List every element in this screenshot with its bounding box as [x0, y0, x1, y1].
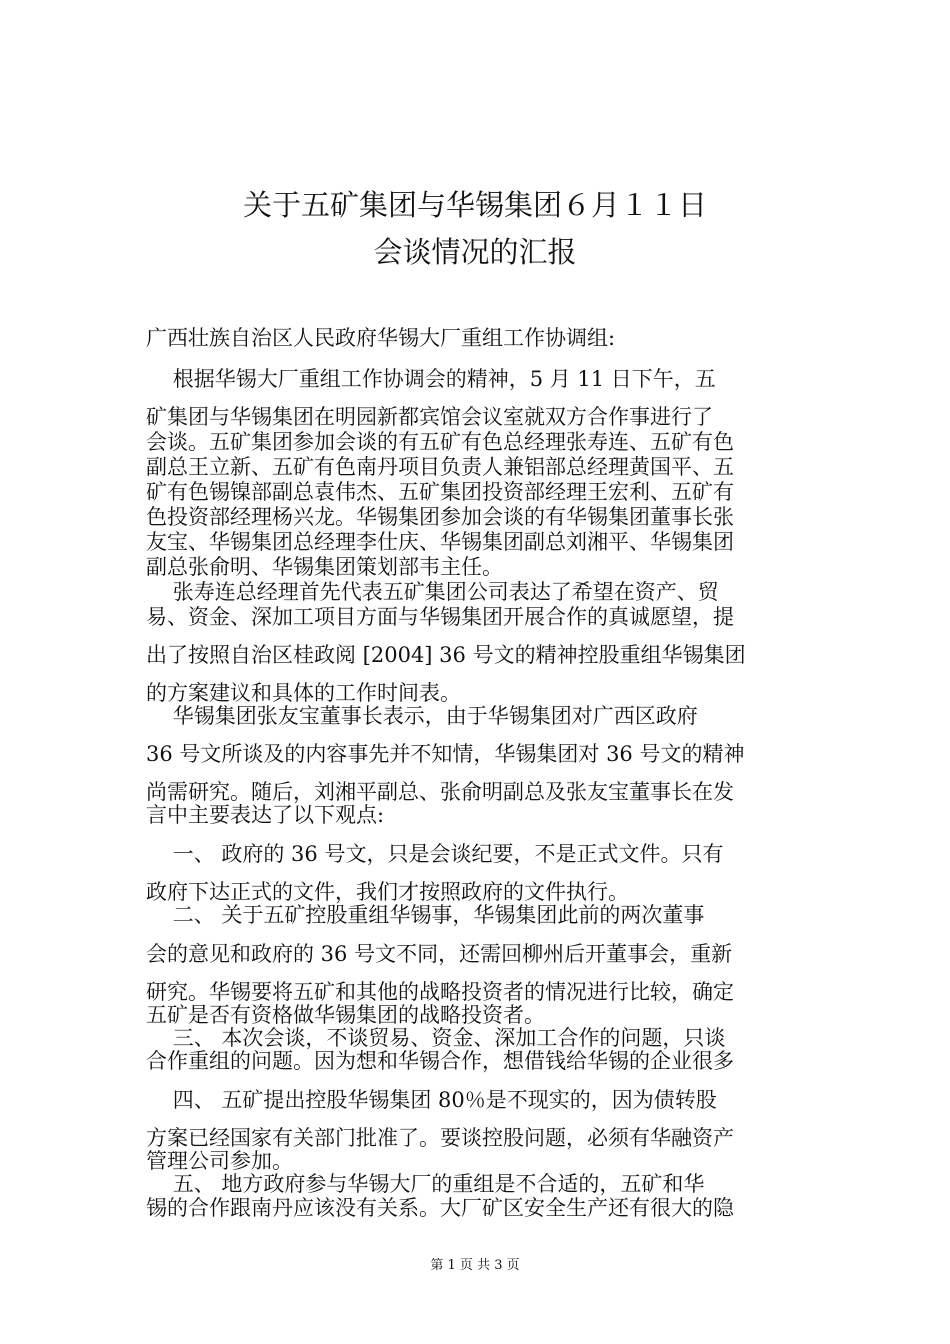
body-line: 矿集团与华锡集团在明园新都宾馆会议室就双方合作事进行了 [146, 405, 713, 429]
document-title-line-1: 关于五矿集团与华锡集团６月１１日 [242, 188, 707, 222]
body-line: 会谈。五矿集团参加会谈的有五矿有色总经理张寿连、五矿有色 [146, 430, 734, 454]
body-line: 二、 关于五矿控股重组华锡事，华锡集团此前的两次董事 [146, 903, 705, 927]
body-line: 会的意见和政府的 36 号文不同，还需回柳州后开董事会，重新 [146, 942, 733, 966]
body-line: 四、 五矿提出控股华锡集团 80％是不现实的，因为债转股 [146, 1088, 717, 1112]
body-line: 合作重组的问题。因为想和华锡合作，想借钱给华锡的企业很多 [146, 1049, 734, 1073]
document-title-line-2: 会谈情况的汇报 [373, 235, 577, 269]
body-line: 36 号文所谈及的内容事先并不知情，华锡集团对 36 号文的精神 [146, 742, 745, 766]
body-line: 尚需研究。随后，刘湘平副总、张俞明副总及张友宝董事长在发 [146, 780, 734, 804]
body-line: 政府下达正式的文件，我们才按照政府的文件执行。 [146, 880, 629, 904]
body-line: 出了按照自治区桂政阅 [2004] 36 号文的精神控股重组华锡集团 [146, 643, 746, 667]
body-line: 言中主要表达了以下观点: [146, 803, 385, 827]
body-line: 一、 政府的 36 号文，只是会谈纪要，不是正式文件。只有 [146, 842, 724, 866]
body-line: 张寿连总经理首先代表五矿集团公司表达了希望在资产、贸 [146, 580, 719, 604]
body-line: 的方案建议和具体的工作时间表。 [146, 681, 461, 705]
body-line: 管理公司参加。 [146, 1149, 293, 1173]
body-line: 五、 地方政府参与华锡大厂的重组是不合适的，五矿和华 [146, 1172, 705, 1196]
body-line: 色投资部经理杨兴龙。华锡集团参加会谈的有华锡集团董事长张 [146, 505, 734, 529]
body-line: 副总张俞明、华锡集团策划部韦主任。 [146, 555, 503, 579]
body-line: 友宝、华锡集团总经理李仕庆、华锡集团副总刘湘平、华锡集团 [146, 530, 734, 554]
body-line: 广西壮族自治区人民政府华锡大厂重组工作协调组: [146, 326, 616, 350]
body-line: 根据华锡大厂重组工作协调会的精神，5 月 11 日下午，五 [146, 367, 716, 391]
page-footer: 第 1 页 共 3 页 [430, 1258, 520, 1273]
body-line: 矿有色锡镍部副总袁伟杰、五矿集团投资部经理王宏利、五矿有 [146, 480, 734, 504]
body-line: 锡的合作跟南丹应该没有关系。大厂矿区安全生产还有很大的隐 [146, 1196, 734, 1220]
body-line: 副总王立新、五矿有色南丹项目负责人兼铝部总经理黄国平、五 [146, 455, 734, 479]
body-line: 易、资金、深加工项目方面与华锡集团开展合作的真诚愿望，提 [146, 605, 734, 629]
body-line: 方案已经国家有关部门批准了。要谈控股问题，必须有华融资产 [146, 1126, 734, 1150]
body-line: 华锡集团张友宝董事长表示，由于华锡集团对广西区政府 [146, 704, 698, 728]
body-line: 三、 本次会谈，不谈贸易、资金、深加工合作的问题，只谈 [146, 1026, 726, 1050]
body-line: 研究。华锡要将五矿和其他的战略投资者的情况进行比较，确定 [146, 980, 734, 1004]
body-line: 五矿是否有资格做华锡集团的战略投资者。 [146, 1003, 545, 1027]
